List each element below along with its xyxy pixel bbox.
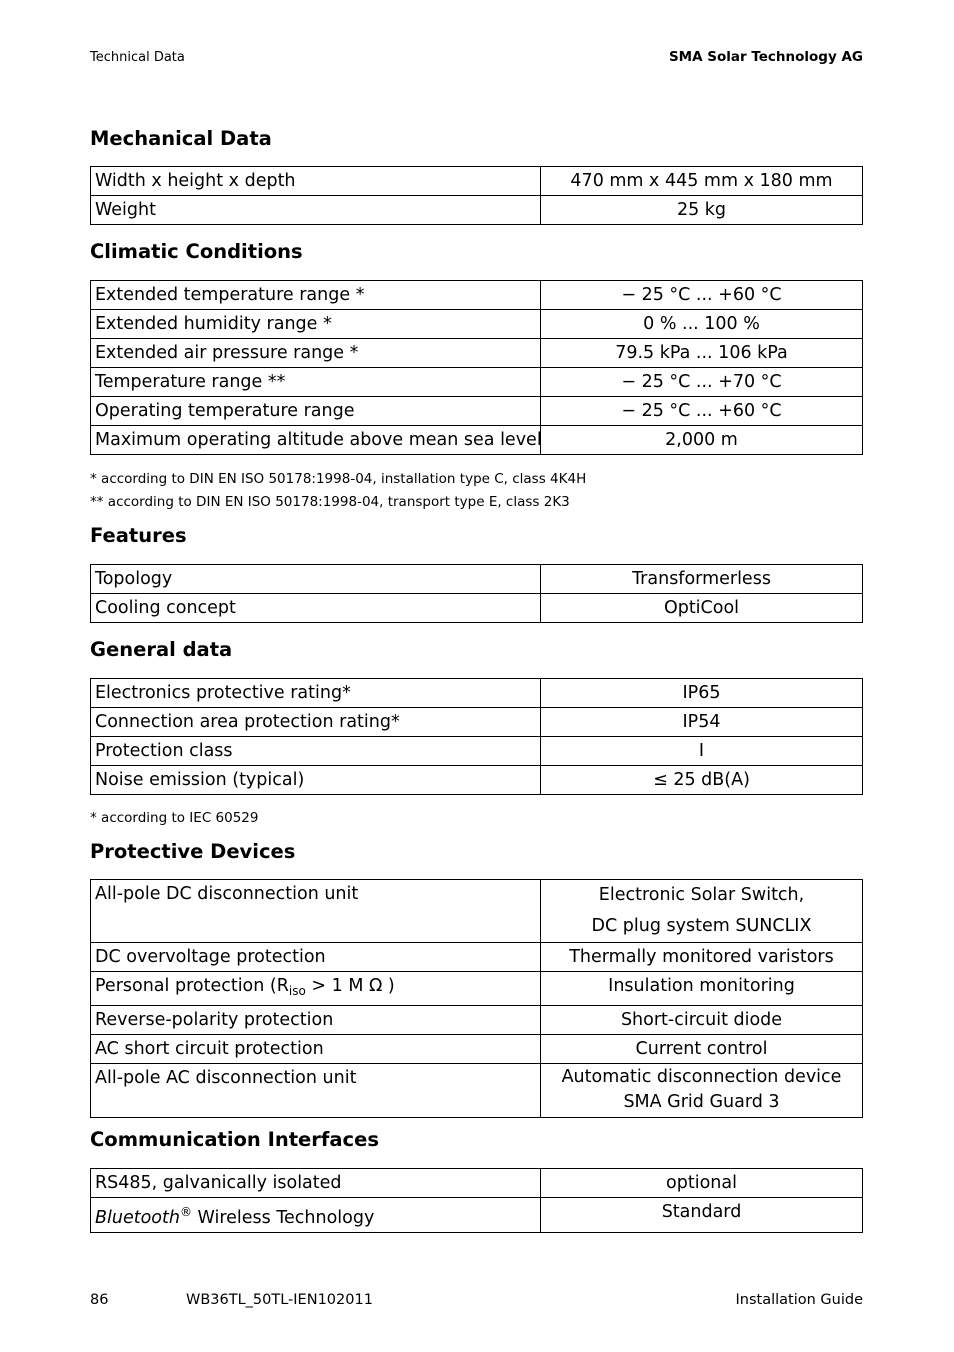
row-value: − 25 °C ... +60 °C [541,281,863,310]
row-value: IP54 [541,708,863,737]
row-value: 470 mm x 445 mm x 180 mm [541,167,863,196]
row-label: RS485, galvanically isolated [91,1169,541,1198]
row-value: Thermally monitored varistors [541,943,863,972]
row-value: optional [541,1169,863,1198]
row-label: Extended temperature range * [91,281,541,310]
row-label: Reverse-polarity protection [91,1006,541,1035]
table-row [91,281,863,310]
table-row [91,196,863,225]
communication-interfaces-table [90,1168,863,1233]
table-row [91,310,863,339]
row-value [541,880,863,943]
header-company-name: SMA Solar Technology AG [668,49,863,65]
header-section-title: Technical Data [90,50,185,65]
table-row [91,943,863,972]
page-number: 86 [90,1292,109,1308]
communication-interfaces-heading: Communication Interfaces [90,1128,379,1151]
row-value: − 25 °C ... +60 °C [541,397,863,426]
row-label [91,972,541,1006]
row-value: Standard [541,1198,863,1233]
row-value: Short-circuit diode [541,1006,863,1035]
row-label: Maximum operating altitude above mean sea level [91,426,541,455]
table-row [91,972,863,1006]
row-value: Current control [541,1035,863,1064]
row-value: 2,000 m [541,426,863,455]
general-data-table [90,678,863,795]
table-row [91,708,863,737]
table-row [91,397,863,426]
table-row [91,1006,863,1035]
row-label: Extended air pressure range * [91,339,541,368]
table-row [91,167,863,196]
row-label: Temperature range ** [91,368,541,397]
protective-devices-heading: Protective Devices [90,840,296,863]
row-label: Operating temperature range [91,397,541,426]
table-row [91,1198,863,1233]
table-row [91,766,863,795]
row-value: Transformerless [541,565,863,594]
label-text: Personal protection (R [95,976,289,996]
value-line: SMA Grid Guard 3 [623,1092,780,1112]
label-italic: Bluetooth [95,1208,180,1228]
row-label: Electronics protective rating* [91,679,541,708]
table-row [91,426,863,455]
row-value: − 25 °C ... +70 °C [541,368,863,397]
features-table [90,564,863,623]
row-label: All-pole DC disconnection unit [91,880,541,943]
footnote: * according to IEC 60529 [90,810,259,826]
row-label: Weight [91,196,541,225]
row-label [91,1198,541,1233]
row-label: DC overvoltage protection [91,943,541,972]
value-line: Automatic disconnection device [561,1067,842,1087]
table-row [91,880,863,943]
footnote: ** according to DIN EN ISO 50178:1998-04, transport type E, class 2K3 [90,494,570,510]
climatic-conditions-heading: Climatic Conditions [90,240,303,263]
row-value: 25 kg [541,196,863,225]
row-label: Noise emission (typical) [91,766,541,795]
table-row [91,368,863,397]
table-row [91,594,863,623]
row-label: Topology [91,565,541,594]
row-label: All-pole AC disconnection unit [91,1064,541,1118]
mechanical-data-heading: Mechanical Data [90,127,272,150]
row-value: OptiCool [541,594,863,623]
value-line: Electronic Solar Switch, [598,885,805,905]
row-value: Insulation monitoring [541,972,863,1006]
row-value: ≤ 25 dB(A) [541,766,863,795]
row-value [541,1064,863,1118]
table-row [91,565,863,594]
row-value: I [541,737,863,766]
row-label: Cooling concept [91,594,541,623]
row-label: Protection class [91,737,541,766]
row-value: 0 % ... 100 % [541,310,863,339]
table-row [91,737,863,766]
table-row [91,339,863,368]
row-label: Connection area protection rating* [91,708,541,737]
row-label: AC short circuit protection [91,1035,541,1064]
row-label: Width x height x depth [91,167,541,196]
row-label: Extended humidity range * [91,310,541,339]
document-title: Installation Guide [735,1292,863,1308]
protective-devices-table [90,879,863,1118]
features-heading: Features [90,524,187,547]
value-line: DC plug system SUNCLIX [591,916,812,936]
registered-mark: ® [179,1205,192,1219]
label-text: Wireless Technology [191,1208,375,1228]
climatic-conditions-table [90,280,863,455]
document-number: WB36TL_50TL-IEN102011 [186,1292,373,1308]
general-data-heading: General data [90,638,233,661]
label-subscript: iso [288,984,306,998]
row-value: IP65 [541,679,863,708]
table-row [91,1064,863,1118]
mechanical-data-table [90,166,863,225]
row-value: 79.5 kPa ... 106 kPa [541,339,863,368]
table-row [91,1035,863,1064]
table-row [91,1169,863,1198]
footnote: * according to DIN EN ISO 50178:1998-04, installation type C, class 4K4H [90,471,587,487]
table-row [91,679,863,708]
label-text: > 1 M Ω ) [305,976,395,996]
